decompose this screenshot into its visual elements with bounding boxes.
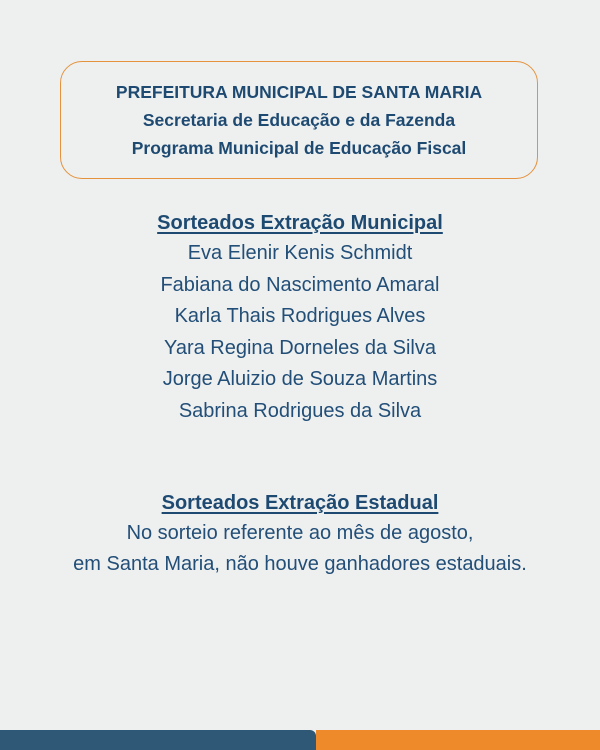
municipal-title: Sorteados Extração Municipal [157,212,443,234]
municipal-section [0,208,600,427]
winner-name: Eva Elenir Kenis Schmidt [187,242,413,264]
winner-name: Yara Regina Dorneles da Silva [163,336,436,359]
footer-bar-blue [0,730,316,750]
estadual-section [0,488,600,580]
header-title: PREFEITURA MUNICIPAL DE SANTA MARIA [115,82,483,102]
winner-name: Karla Thais Rodrigues Alves [174,305,426,327]
header-subtitle: Secretaria de Educação e da Fazenda [142,110,456,130]
header-box [60,61,538,179]
winner-name: Jorge Aluizio de Souza Martins [162,368,438,390]
estadual-message-line1: No sorteio referente ao mês de agosto, [126,522,474,544]
footer-bar-orange [316,730,600,750]
header-program: Programa Municipal de Educação Fiscal [131,138,467,158]
winner-name: Sabrina Rodrigues da Silva [178,399,422,422]
winner-name: Fabiana do Nascimento Amaral [160,273,440,296]
estadual-message-line2: em Santa Maria, não houve ganhadores estaduais. [73,553,527,575]
estadual-title: Sorteados Extração Estadual [161,492,439,514]
